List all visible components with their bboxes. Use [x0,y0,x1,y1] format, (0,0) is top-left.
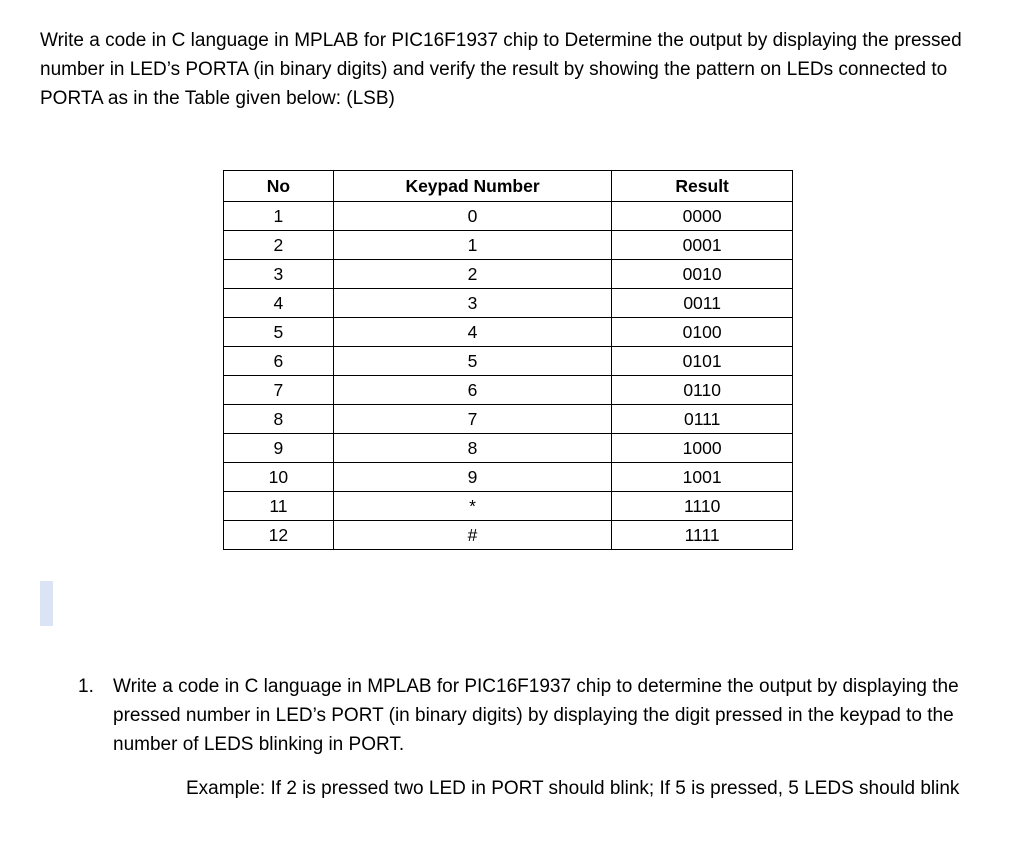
cell-no: 2 [224,231,334,260]
cell-no: 12 [224,521,334,550]
cell-result: 0100 [612,318,793,347]
cell-result: 1000 [612,434,793,463]
cell-no: 6 [224,347,334,376]
cell-no: 1 [224,202,334,231]
cell-no: 7 [224,376,334,405]
table-row [224,231,793,260]
table-header-row [224,171,793,202]
cell-keypad: 2 [333,260,612,289]
cell-result: 0110 [612,376,793,405]
cell-result: 0001 [612,231,793,260]
keypad-result-table [223,170,793,550]
cell-result: 0010 [612,260,793,289]
cell-keypad: 1 [333,231,612,260]
table-row [224,260,793,289]
cell-no: 9 [224,434,334,463]
cell-result: 0000 [612,202,793,231]
header-no: No [224,171,334,202]
cell-result: 1001 [612,463,793,492]
task-text: Write a code in C language in MPLAB for PIC16F1937 chip to determine the output by displaying the pressed number in LED’s PORT (in binary digits) by displaying the digit pressed in the keypad to the number of LEDS blinking in PORT. [113,676,959,755]
cell-result: 0011 [612,289,793,318]
text-cursor-marker [40,581,53,626]
cell-result: 0101 [612,347,793,376]
cell-keypad: 7 [333,405,612,434]
cell-no: 5 [224,318,334,347]
table-row [224,289,793,318]
table-row [224,202,793,231]
cell-keypad: 6 [333,376,612,405]
cell-keypad: * [333,492,612,521]
intro-paragraph: Write a code in C language in MPLAB for PIC16F1937 chip to Determine the output by displaying the pressed number in LED’s PORTA (in binary digits) and verify the result by showing the pattern on LEDs connected to PORTA as in the Table given below: (LSB) [40,30,962,109]
table-row [224,318,793,347]
header-keypad-number: Keypad Number [333,171,612,202]
cell-result: 0111 [612,405,793,434]
task-number: 1. [78,676,94,697]
cell-keypad: 5 [333,347,612,376]
example-text: Example: If 2 is pressed two LED in PORT should blink; If 5 is pressed, 5 LEDS should blink [186,778,960,799]
cell-keypad: 9 [333,463,612,492]
cell-no: 3 [224,260,334,289]
cell-no: 4 [224,289,334,318]
table-row [224,492,793,521]
cell-keypad: # [333,521,612,550]
cell-keypad: 8 [333,434,612,463]
cell-keypad: 3 [333,289,612,318]
table-row [224,463,793,492]
cell-no: 10 [224,463,334,492]
cell-no: 11 [224,492,334,521]
table-row [224,434,793,463]
cell-keypad: 0 [333,202,612,231]
cell-result: 1111 [612,521,793,550]
table-row [224,521,793,550]
table-row [224,376,793,405]
table-row [224,405,793,434]
cell-keypad: 4 [333,318,612,347]
cell-no: 8 [224,405,334,434]
cell-result: 1110 [612,492,793,521]
table-row [224,347,793,376]
header-result: Result [612,171,793,202]
